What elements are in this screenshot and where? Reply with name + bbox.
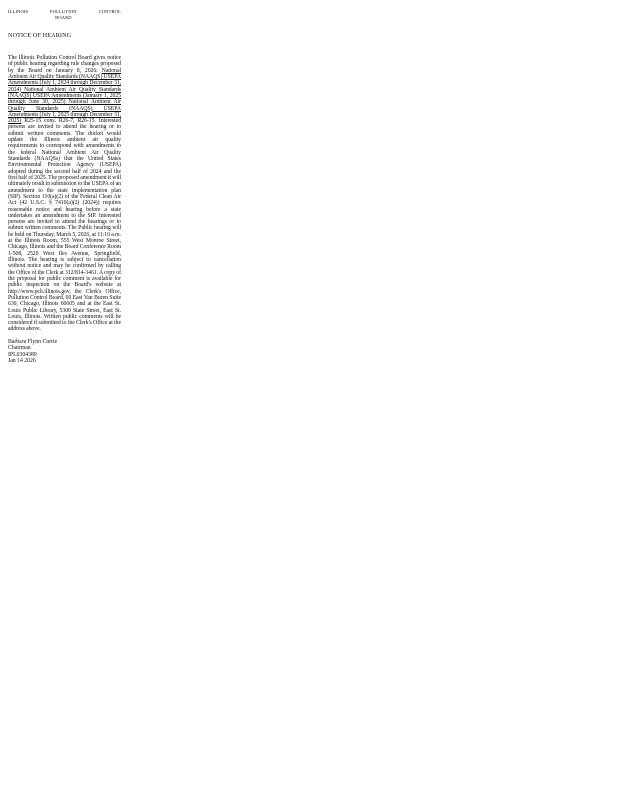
notice-header bbox=[8, 9, 121, 23]
signature-block bbox=[8, 339, 121, 365]
notice-date: Jan 14 2026 bbox=[8, 358, 36, 365]
legal-notice bbox=[8, 9, 121, 365]
header-left: ILLINOIS bbox=[8, 9, 29, 14]
notice-id: IPL0304389 bbox=[8, 351, 37, 358]
notice-title: NOTICE OF HEARING bbox=[8, 32, 72, 39]
header-right: CONTROL bbox=[98, 9, 121, 14]
body-intro: The Illinois Pollution Control Board gives notice of public hearing regarding rule changes proposed by the Board on January 8, 2026: bbox=[8, 55, 121, 74]
signer-name: Barbara Flynn Currie bbox=[8, 338, 58, 345]
header-middle: POLLUTION BOARD bbox=[50, 9, 77, 20]
body-main: R25-15 cons. R26-7, R26-15. Interested persons are invited to attend the hearing or to submit written comments. The docket would update the Illinois ambient air quality requirements to correspond with amendments to the federal National Ambient Air Quality Standards (NAAQSs) that the United States Environmental Protection Agency (USEPA) adopted during the second half of 2024 and the first half of 2025. The proposed amendment it will ultimately result in submission to the USEPA of an amendment to the state implementation plan (SIP). Section 110(a)(2) of the Federal Clean Air Act (42 U.S.C. § 7410(a)(2) (2024)) requires reasonable notice and hearing before a state undertakes an amendment to the SIP. Interested persons are invited to attend the hearings or to submit written comments. The Public hearing will be held on Thursday, March 5, 2026, at 11:10 a.m. at the Illinois Room, 555 West Monroe Street, Chicago, Illinois and the Board Conference Room 1-508, 2520 West Iles Avenue, Springfield, Illinois. The hearing is subject to cancellation without notice and may be confirmed by calling the Office of the Clerk at 312/814-3461. A copy of the proposal for public comment is available for public inspection on the Board's website at http://www.pcb.illinois.gov, the Clerk's Office, Pollution Control Board, 60 East Van Buren Suite 630, Chicago, Illinois 60605 and at the East St. Louis Public Library, 5300 State Street, East St. Louis, Illinois. Written public comments will be considered if submitted to the Clerk's Office at the address above. bbox=[8, 118, 121, 333]
signer-role: Chairman bbox=[8, 345, 31, 352]
notice-body bbox=[8, 55, 121, 333]
rule-title-underlined: National Ambient Air Quality Standards (NAAQS) USEPA Amendments (July 1, 2024 through December 31, 2024) National Ambient Air Quality Standards (NAAQS) USEPA Amendments (January 1, 2025 through June 30, 2025) National Ambient Air Quality Standards (NAAQS) USEPA Amendments (July 1, 2025 through December 31, 2025) bbox=[8, 67, 121, 125]
